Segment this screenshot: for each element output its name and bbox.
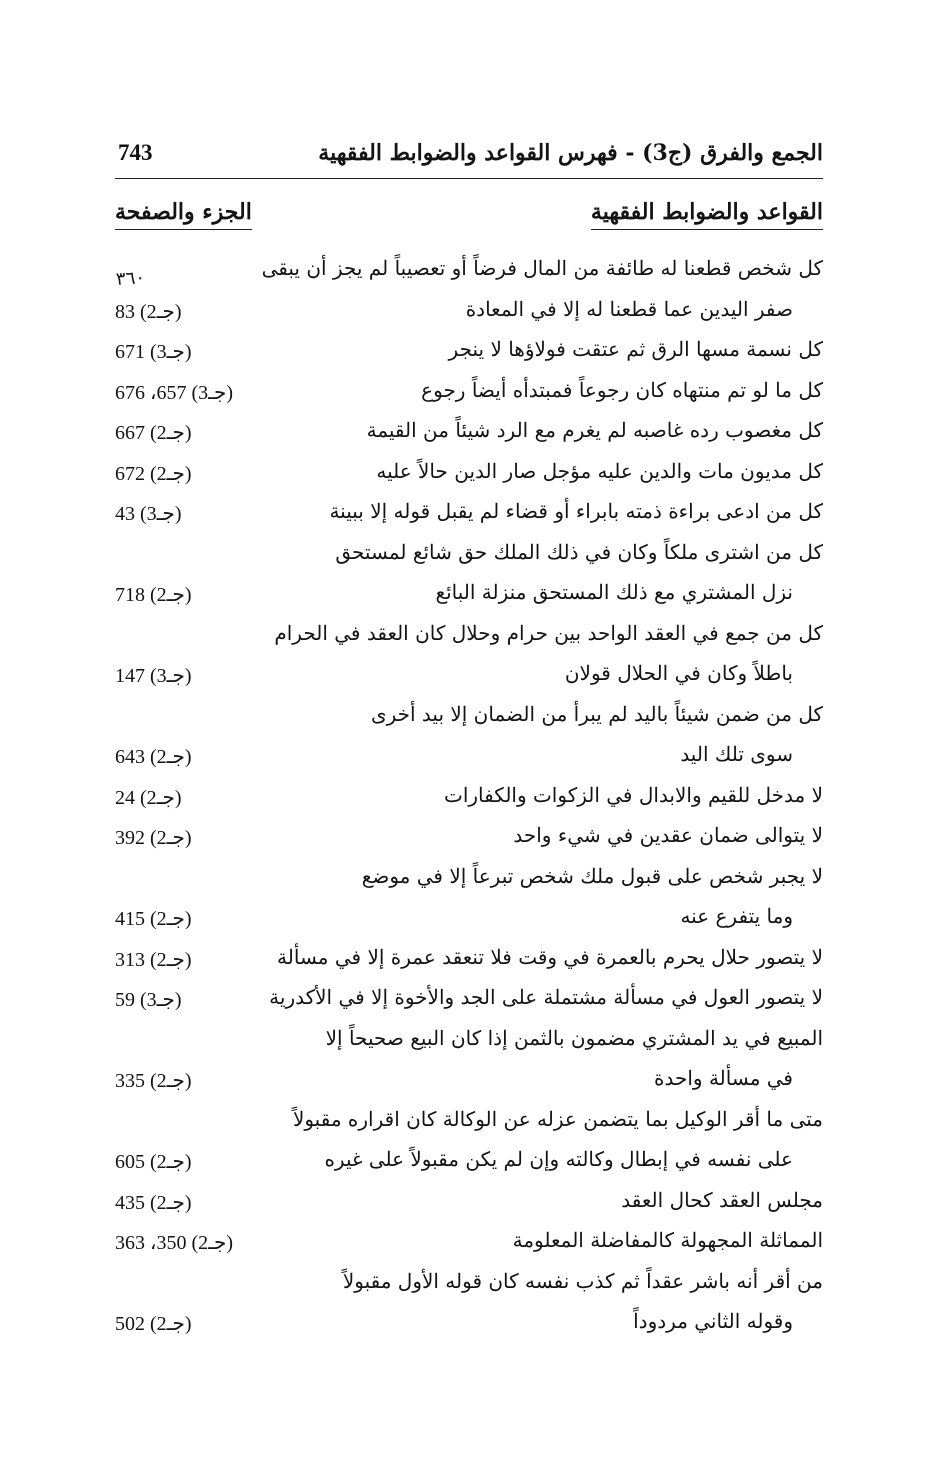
- rule-text: كل من ادعى براءة ذمته بابراء أو قضاء لم يقبل قوله إلا ببينة: [329, 499, 823, 523]
- volume-page-reference: (جـ2) 502: [115, 1313, 192, 1335]
- rule-text: باطلاً وكان في الحلال قولان: [564, 661, 793, 685]
- volume-page-reference: (جـ3) 671: [115, 341, 192, 363]
- rule-text: كل من اشترى ملكاً وكان في ذلك الملك حق شائع لمستحق: [335, 539, 823, 564]
- index-entry: [0, 412, 938, 452]
- volume-page-reference: (جـ2) 667: [115, 422, 192, 444]
- rule-text: كل من جمع في العقد الواحد بين حرام وحلال كان العقد في الحرام: [274, 620, 823, 645]
- rule-text: صفر اليدين عما قطعنا له إلا في المعادة: [465, 296, 793, 321]
- index-entry: [0, 291, 938, 331]
- volume-page-reference: (جـ2) 24: [115, 786, 182, 809]
- rule-text: المبيع في يد المشتري مضمون بالثمن إذا كان البيع صحيحاً إلا: [325, 1025, 823, 1050]
- header-divider: [115, 178, 823, 179]
- index-entry: [0, 939, 938, 979]
- rule-text: لا يتوالى ضمان عقدين في شيء واحد: [513, 823, 823, 847]
- rule-text: متى ما أقر الوكيل بما يتضمن عزله عن الوكالة كان اقراره مقبولاً: [292, 1106, 823, 1131]
- rules-column-heading: القواعد والضوابط الفقهية: [591, 199, 823, 230]
- index-entry: [0, 777, 938, 817]
- rule-text: من أقر أنه باشر عقداً ثم كذب نفسه كان قوله الأول مقبولاً: [342, 1268, 823, 1293]
- index-entry: [0, 655, 938, 695]
- index-entry: [0, 858, 938, 898]
- rule-text: نزل المشتري مع ذلك المستحق منزلة البائع: [435, 580, 793, 604]
- volume-page-reference: (جـ3) 59: [115, 989, 182, 1011]
- index-entry: [0, 1020, 938, 1060]
- volume-page-reference: (جـ2) 435: [115, 1191, 192, 1214]
- rule-text: لا يتصور حلال يحرم بالعمرة في وقت فلا تنعقد عمرة إلا في مسألة: [277, 944, 823, 969]
- index-entry: [0, 1101, 938, 1141]
- volume-page-reference: (جـ3) 657، 676: [115, 381, 234, 404]
- volume-page-reference: (جـ2) 335: [115, 1070, 192, 1092]
- rule-text: مجلس العقد كحال العقد: [621, 1187, 823, 1212]
- volume-page-reference: (جـ2) 392: [115, 827, 192, 849]
- rule-text: لا يتصور العول في مسألة مشتملة على الجد والأخوة إلا في الأكدرية: [269, 985, 823, 1009]
- index-entry: [0, 736, 938, 776]
- volume-page-reference: (جـ2) 313: [115, 948, 192, 971]
- volume-page-reference: (جـ3) 147: [115, 665, 192, 687]
- index-entry: [0, 696, 938, 736]
- rule-text: في مسألة واحدة: [654, 1066, 793, 1090]
- rule-text: المماثلة المجهولة كالمفاضلة المعلومة: [512, 1228, 823, 1252]
- reference-column-heading: الجزء والصفحة: [115, 199, 252, 230]
- index-entry: [0, 493, 938, 533]
- rule-text: لا يجبر شخص على قبول ملك شخص تبرعاً إلا في موضع: [361, 863, 823, 888]
- index-entry: [0, 574, 938, 614]
- rule-text: كل نسمة مسها الرق ثم عتقت فولاؤها لا ينجر: [448, 337, 823, 361]
- index-entry: [0, 817, 938, 857]
- volume-page-reference: (جـ2) 350، 363: [115, 1232, 234, 1254]
- volume-page-reference: (جـ2) 415: [115, 908, 192, 930]
- rule-text: كل مغصوب رده غاصبه لم يغرم مع الرد شيئاً من القيمة: [366, 418, 823, 442]
- index-entry: [0, 615, 938, 655]
- rule-text: وقوله الثاني مردوداً: [633, 1309, 793, 1333]
- volume-page-reference: (جـ2) 672: [115, 462, 192, 485]
- index-entry: [0, 1303, 938, 1343]
- volume-page-reference: (جـ2) 605: [115, 1151, 192, 1173]
- index-entry: [0, 453, 938, 493]
- index-entry: [0, 1263, 938, 1303]
- index-entry: [0, 1141, 938, 1181]
- rule-text: لا مدخل للقيم والابدال في الزكوات والكفارات: [444, 782, 823, 807]
- rule-text: كل ما لو تم منتهاه كان رجوعاً فمبتدأه أيضاً رجوع: [421, 377, 823, 402]
- volume-page-reference: (جـ2) 718: [115, 584, 192, 606]
- running-title: الجمع والفرق (ج3) - فهرس القواعد والضوابط الفقهية: [318, 140, 823, 166]
- index-entry: [0, 372, 938, 412]
- rule-text: كل من ضمن شيئاً باليد لم يبرأ من الضمان إلا بيد أخرى: [370, 701, 823, 726]
- rule-text: على نفسه في إبطال وكالته وإن لم يكن مقبولاً على غيره: [324, 1147, 793, 1171]
- rule-text: كل شخص قطعنا له طائفة من المال فرضاً أو تعصيباً لم يجز أن يبقى: [261, 256, 823, 280]
- index-entry: [0, 898, 938, 938]
- index-entry: [0, 1060, 938, 1100]
- index-entry: [0, 331, 938, 371]
- page-number: 743: [118, 140, 153, 165]
- rule-text: سوى تلك اليد: [680, 742, 793, 766]
- index-entry: [0, 1182, 938, 1222]
- index-entry: [0, 250, 938, 290]
- index-entry: [0, 534, 938, 574]
- index-entry: [0, 1222, 938, 1262]
- rule-text: وما يتفرع عنه: [680, 904, 793, 928]
- rule-text: كل مديون مات والدين عليه مؤجل صار الدين حالاً عليه: [376, 458, 823, 483]
- index-entry: [0, 979, 938, 1019]
- volume-page-reference: (جـ2) 643: [115, 746, 192, 768]
- volume-page-reference: (جـ2) 83: [115, 300, 182, 323]
- volume-page-reference: (جـ3) 43: [115, 503, 182, 525]
- handwritten-marginal-note: ٣٦٠: [115, 267, 146, 290]
